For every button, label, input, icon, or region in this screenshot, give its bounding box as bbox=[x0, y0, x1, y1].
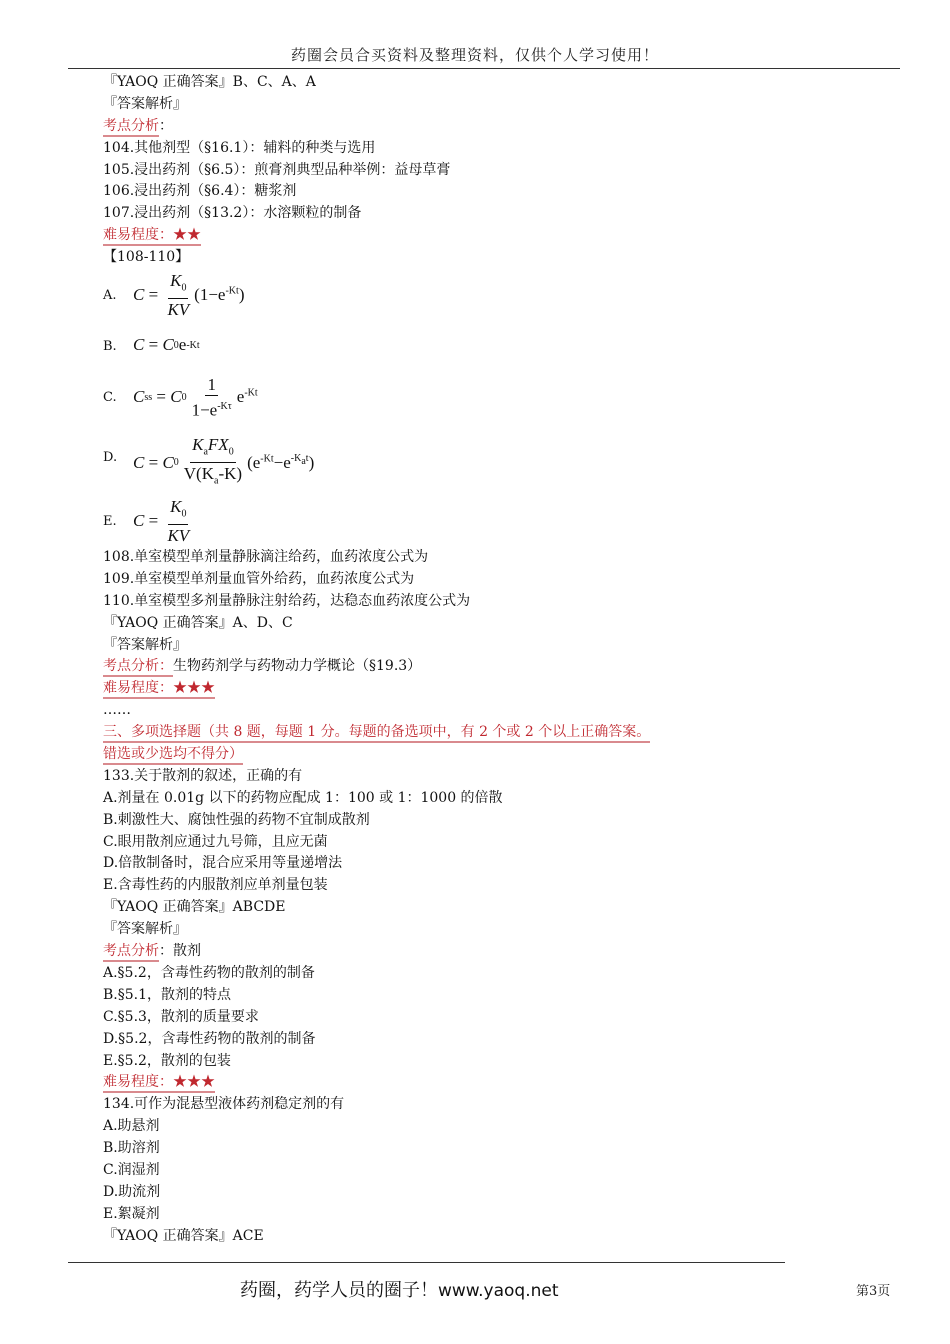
question-134-option-e: E.絮凝剂 bbox=[103, 1205, 160, 1222]
analysis-label: 『答案解析』 bbox=[103, 636, 187, 653]
footer-divider bbox=[68, 1262, 785, 1263]
difficulty-label: 难易程度： bbox=[103, 227, 173, 244]
footer-text: 药圈，药学人员的圈子！ bbox=[240, 1280, 438, 1301]
section-heading-line2 bbox=[103, 744, 863, 766]
option-letter-c: C. bbox=[103, 390, 117, 406]
option-letter-a: A. bbox=[103, 288, 117, 304]
difficulty-stars: ★★★ bbox=[173, 1074, 215, 1091]
formula-option-c bbox=[103, 375, 863, 433]
header-divider bbox=[68, 68, 900, 69]
analysis-label: 『答案解析』 bbox=[103, 921, 187, 938]
formula-option-b bbox=[103, 325, 863, 375]
question-133-option-a: A.剂量在 0.01g 以下的药物应配成 1：100 或 1：1000 的倍散 bbox=[103, 789, 503, 806]
difficulty-badge bbox=[103, 227, 201, 246]
option-letter-d: D. bbox=[103, 450, 118, 466]
kaodian-label: 考点分析 bbox=[103, 943, 159, 962]
kaodian-label: 考点分析： bbox=[103, 658, 173, 677]
question-109: 109.单室模型单剂量血管外给药，血药浓度公式为 bbox=[103, 570, 415, 587]
kaodian-108-110 bbox=[103, 656, 863, 678]
kaodian-133 bbox=[103, 941, 863, 963]
footer-url[interactable]: www.yaoq.net bbox=[438, 1281, 559, 1301]
analysis-133-b: B.§5.1，散剂的特点 bbox=[103, 986, 232, 1003]
formula-option-e bbox=[103, 497, 863, 547]
question-108: 108.单室模型单剂量静脉滴注给药，血药浓度公式为 bbox=[103, 549, 429, 566]
analysis-133-c: C.§5.3，散剂的质量要求 bbox=[103, 1008, 259, 1025]
page-number: 第3页 bbox=[856, 1284, 891, 1299]
kaodian-heading bbox=[103, 116, 863, 138]
question-134-stem: 134.可作为混悬型液体药剂稳定剂的有 bbox=[103, 1096, 345, 1113]
question-133-option-d: D.倍散制备时，混合应采用等量递增法 bbox=[103, 855, 343, 872]
formula-a-body: C = $\frac{K_0}{KV}$ $(1-e^{-Kt})$ bbox=[133, 271, 245, 320]
formula-option-a bbox=[103, 269, 863, 325]
section-heading-text: 三、多项选择题（共 8 题，每题 1 分。每题的备选项中，有 2 个或 2 个以上正确答案。 bbox=[103, 724, 650, 743]
document-body bbox=[103, 72, 863, 1248]
answer-108-110: 『YAOQ 正确答案』A、D、C bbox=[103, 614, 293, 631]
difficulty-badge bbox=[103, 680, 215, 699]
difficulty-label: 难易程度： bbox=[103, 680, 173, 697]
analysis-133-d: D.§5.2，含毒性药物的散剂的制备 bbox=[103, 1030, 316, 1047]
analysis-item-105: 105.浸出药剂（§6.5）：煎膏剂典型品种举例：益母草膏 bbox=[103, 161, 451, 178]
formula-option-d bbox=[103, 433, 863, 497]
question-134-option-c: C.润湿剂 bbox=[103, 1161, 160, 1178]
answer-133: 『YAOQ 正确答案』ABCDE bbox=[103, 899, 286, 916]
kaodian-text: ：散剂 bbox=[159, 943, 201, 960]
question-134-option-a: A.助悬剂 bbox=[103, 1118, 160, 1135]
analysis-label: 『答案解析』 bbox=[103, 95, 187, 112]
ellipsis: …… bbox=[103, 702, 131, 719]
difficulty-108-110 bbox=[103, 678, 863, 700]
kaodian-colon: ： bbox=[159, 117, 173, 134]
difficulty-label: 难易程度： bbox=[103, 1074, 173, 1091]
formula-d-body: C = C 0 $\frac{K_aFX_0}{V(K_a-K)}$ $(e^{-Kt}-e^{-K_at})$ bbox=[133, 435, 315, 487]
difficulty-badge bbox=[103, 1074, 215, 1093]
analysis-133-a: A.§5.2，含毒性药物的散剂的制备 bbox=[103, 964, 315, 981]
formula-b-body: C = C 0 e -Kt bbox=[133, 335, 200, 355]
difficulty-133 bbox=[103, 1072, 863, 1094]
question-134-option-b: B.助溶剂 bbox=[103, 1140, 160, 1157]
question-133-option-e: E.含毒性药的内服散剂应单剂量包装 bbox=[103, 877, 328, 894]
question-133-stem: 133.关于散剂的叙述，正确的有 bbox=[103, 767, 303, 784]
kaodian-text: 生物药剂学与药物动力学概论（§19.3） bbox=[173, 658, 422, 675]
formula-e-body: C = $\frac{K_0}{KV}$ bbox=[133, 497, 190, 546]
formula-c-body: C ss = C 0 $\frac{1}{1-e^{-K\tau}}$ $e^{-Kt}$ bbox=[133, 375, 258, 420]
difficulty-104-107 bbox=[103, 225, 863, 247]
section-heading-line1 bbox=[103, 722, 863, 744]
analysis-item-106: 106.浸出药剂（§6.4）：糖浆剂 bbox=[103, 183, 297, 200]
analysis-item-107: 107.浸出药剂（§13.2）：水溶颗粒的制备 bbox=[103, 205, 362, 222]
question-133-option-c: C.眼用散剂应通过九号筛，且应无菌 bbox=[103, 833, 328, 850]
answer-104-107: 『YAOQ 正确答案』B、C、A、A bbox=[103, 74, 316, 90]
answer-134: 『YAOQ 正确答案』ACE bbox=[103, 1227, 264, 1244]
question-133-option-b: B.刺激性大、腐蚀性强的药物不宜制成散剂 bbox=[103, 811, 370, 828]
question-134-option-d: D.助流剂 bbox=[103, 1183, 161, 1200]
analysis-133-e: E.§5.2，散剂的包装 bbox=[103, 1052, 231, 1069]
page-footer bbox=[240, 1276, 559, 1302]
difficulty-stars: ★★★ bbox=[173, 680, 215, 697]
kaodian-label: 考点分析 bbox=[103, 118, 159, 137]
page-header: 药圈会员合买资料及整理资料，仅供个人学习使用！ bbox=[290, 46, 659, 64]
option-letter-b: B. bbox=[103, 339, 117, 355]
analysis-item-104: 104.其他剂型（§16.1）：辅料的种类与选用 bbox=[103, 139, 376, 156]
group-title: 【108-110】 bbox=[103, 249, 190, 266]
section-heading-text: 错选或少选均不得分） bbox=[103, 746, 243, 765]
option-letter-e: E. bbox=[103, 514, 117, 530]
difficulty-stars: ★★ bbox=[173, 227, 201, 244]
question-110: 110.单室模型多剂量静脉注射给药，达稳态血药浓度公式为 bbox=[103, 592, 471, 609]
